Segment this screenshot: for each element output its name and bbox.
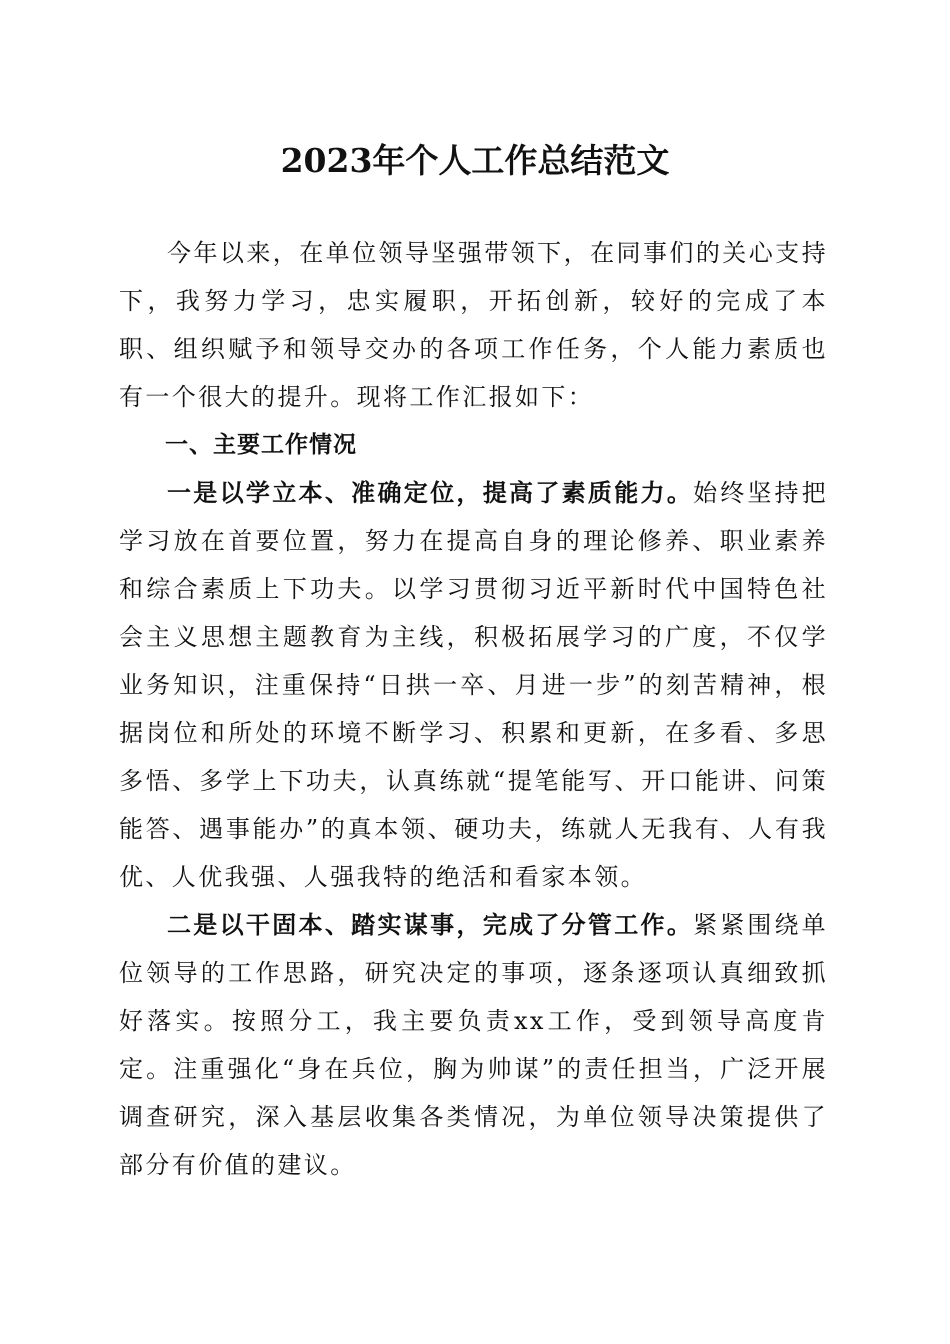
item-2-lead: 二是以干固本、踏实谋事，完成了分管工作。 <box>167 911 694 939</box>
item-1-text: 始终坚持把学习放在首要位置，努力在提高自身的理论修养、职业素养和综合素质上下功夫。以学习贯彻习近平新时代中国特色社会主义思想主题教育为主线，积极拓展学习的广度，不仅学业务知识，注重保持“日拱一卒、月进一步”的刻苦精神，根据岗位和所处的环境不断学习、积累和更新，在多看、多思多悟、多学上下功夫，认真练就“提笔能写、开口能讲、问策能答、遇事能办”的真本领、硬功夫，练就人无我有、人有我优、人优我强、人强我特的绝活和看家本领。 <box>119 479 829 891</box>
section-heading: 一、主要工作情况 <box>165 432 357 458</box>
item-1-paragraph <box>119 469 828 901</box>
item-1-lead: 一是以学立本、准确定位，提高了素质能力。 <box>167 479 694 507</box>
document-title: 2023年个人工作总结范文 <box>280 141 670 180</box>
document-body <box>119 229 828 1189</box>
item-2-paragraph <box>119 901 828 1189</box>
intro-paragraph: 今年以来，在单位领导坚强带领下，在同事们的关心支持下，我努力学习，忠实履职，开拓创新，较好的完成了本职、组织赋予和领导交办的各项工作任务，个人能力素质也有一个很大的提升。现将工作汇报如下： <box>119 239 828 411</box>
item-2-text: 紧紧围绕单位领导的工作思路，研究决定的事项，逐条逐项认真细致抓好落实。按照分工，我主要负责xx工作，受到领导高度肯定。注重强化“身在兵位，胸为帅谋”的责任担当，广泛开展调查研究，深入基层收集各类情况，为单位领导决策提供了部分有价值的建议。 <box>119 911 829 1179</box>
